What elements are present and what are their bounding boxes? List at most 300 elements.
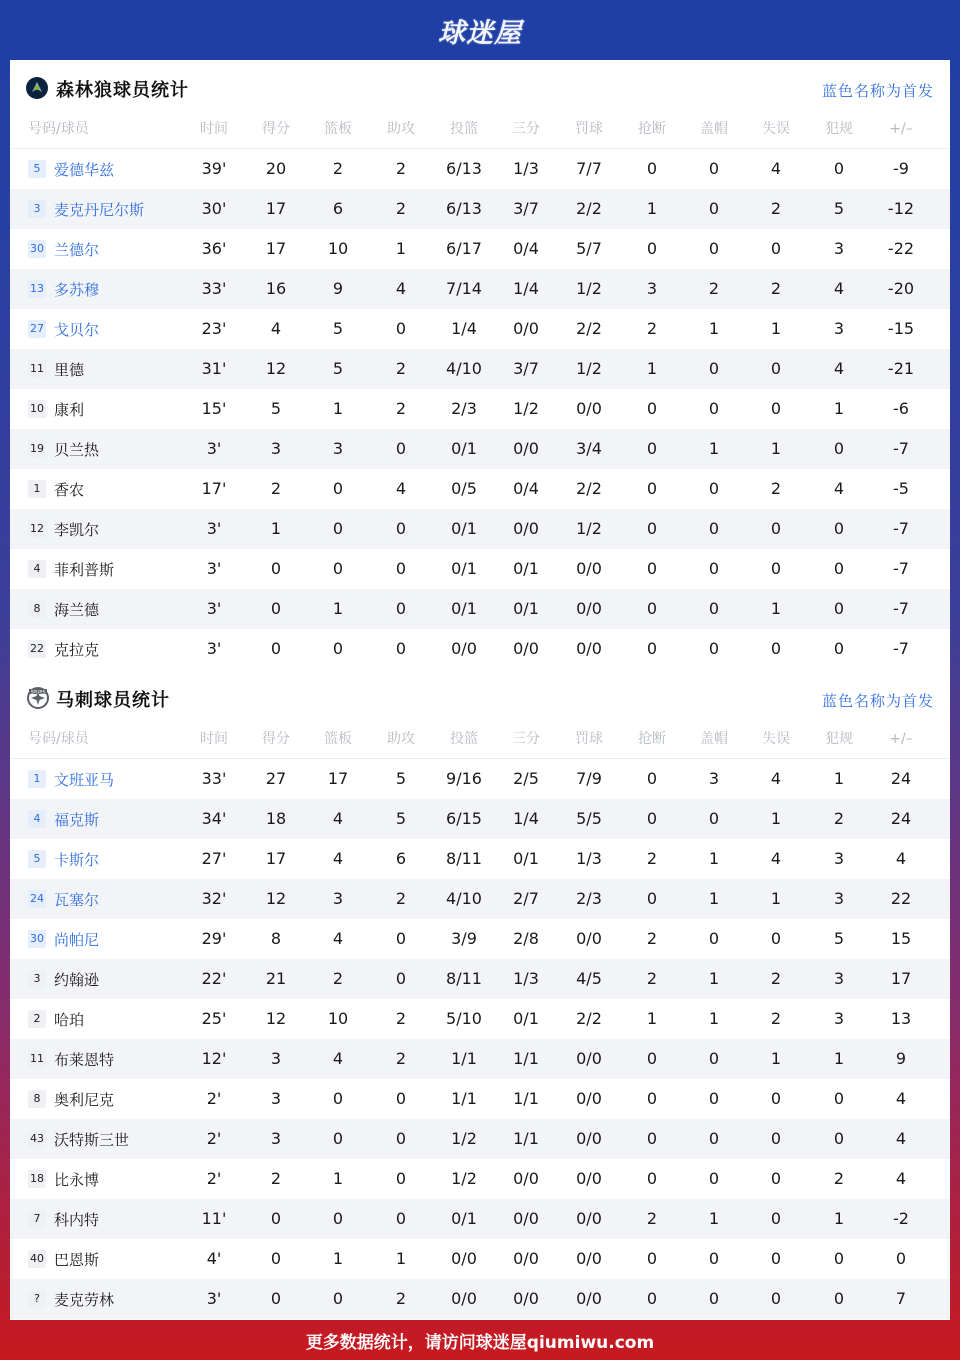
player-info[interactable]	[28, 189, 144, 229]
player-info[interactable]	[28, 629, 99, 669]
stat-blocks: 3	[708, 769, 720, 788]
column-header-fouls: 犯规	[825, 731, 853, 747]
player-name-link[interactable]: 文班亚马	[54, 770, 115, 789]
spurs-logo-icon	[26, 687, 48, 709]
player-row[interactable]	[10, 549, 950, 589]
stat-ft: 0/0	[576, 1089, 602, 1108]
stat-steals: 0	[646, 1289, 658, 1308]
stat-blocks: 0	[708, 399, 720, 418]
stat-ft: 0/0	[576, 559, 602, 578]
stat-fouls: 0	[833, 1289, 845, 1308]
stat-steals: 2	[646, 849, 658, 868]
stat-blocks: 0	[708, 639, 720, 658]
team-section-header	[10, 60, 950, 116]
stat-minutes: 22'	[201, 969, 227, 988]
stat-steals: 0	[646, 159, 658, 178]
stat-rebounds: 6	[332, 199, 344, 218]
player-row[interactable]	[10, 389, 950, 429]
player-row[interactable]	[10, 1239, 950, 1279]
stat-assists: 1	[395, 239, 407, 258]
player-name-link[interactable]: 麦克劳林	[54, 1290, 115, 1309]
player-row[interactable]	[10, 149, 950, 189]
player-info[interactable]	[28, 509, 99, 549]
stat-ft: 0/0	[576, 399, 602, 418]
player-info[interactable]	[28, 839, 99, 879]
stat-turnovers: 0	[770, 1249, 782, 1268]
stat-blocks: 0	[708, 199, 720, 218]
stat-rebounds: 2	[332, 159, 344, 178]
stat-plus-minus: -20	[887, 279, 915, 298]
stat-steals: 0	[646, 889, 658, 908]
stat-points: 0	[270, 1289, 282, 1308]
player-name-link[interactable]: 多苏穆	[54, 280, 100, 299]
column-header-assists: 助攻	[387, 121, 415, 137]
player-name-link[interactable]: 布莱恩特	[54, 1050, 115, 1069]
stat-fg: 2/3	[451, 399, 477, 418]
stat-blocks: 0	[708, 519, 720, 538]
stat-points: 3	[270, 1049, 282, 1068]
column-header-steals: 抢断	[638, 731, 666, 747]
stat-turnovers: 0	[770, 929, 782, 948]
stat-minutes: 3'	[206, 639, 222, 658]
stat-assists: 0	[395, 599, 407, 618]
column-header-ft: 罚球	[575, 121, 603, 137]
player-row[interactable]	[10, 879, 950, 919]
stat-plus-minus: -7	[893, 439, 909, 458]
stat-steals: 0	[646, 1089, 658, 1108]
stat-fg: 4/10	[446, 889, 482, 908]
stat-fouls: 0	[833, 559, 845, 578]
stat-steals: 0	[646, 639, 658, 658]
stat-fg: 8/11	[446, 969, 482, 988]
stat-blocks: 0	[708, 809, 720, 828]
stat-fouls: 3	[833, 239, 845, 258]
stat-minutes: 3'	[206, 519, 222, 538]
player-row[interactable]	[10, 1079, 950, 1119]
player-row[interactable]	[10, 429, 950, 469]
player-name-link[interactable]: 麦克丹尼尔斯	[54, 200, 145, 219]
stat-ft: 2/3	[576, 889, 602, 908]
stat-blocks: 0	[708, 1049, 720, 1068]
stat-assists: 0	[395, 1089, 407, 1108]
stat-rebounds: 4	[332, 1049, 344, 1068]
stat-rebounds: 17	[327, 769, 349, 788]
player-name-link[interactable]: 尚帕尼	[54, 930, 100, 949]
stat-three-pt: 0/0	[513, 1209, 539, 1228]
player-row[interactable]	[10, 469, 950, 509]
column-header-row	[10, 109, 950, 149]
stat-fouls: 2	[833, 1169, 845, 1188]
team-title: 森林狼球员统计	[56, 80, 189, 101]
column-header-row	[10, 719, 950, 759]
player-info[interactable]	[28, 759, 114, 799]
stat-plus-minus: -7	[893, 639, 909, 658]
player-info[interactable]	[28, 309, 99, 349]
stat-minutes: 25'	[201, 1009, 227, 1028]
stat-three-pt: 2/5	[513, 769, 539, 788]
stat-ft: 7/7	[576, 159, 602, 178]
stat-ft: 2/2	[576, 479, 602, 498]
stat-three-pt: 1/3	[513, 969, 539, 988]
stat-steals: 0	[646, 769, 658, 788]
stat-plus-minus: 4	[895, 849, 907, 868]
stat-fg: 9/16	[446, 769, 482, 788]
player-row[interactable]	[10, 759, 950, 799]
stat-minutes: 4'	[206, 1249, 222, 1268]
stat-turnovers: 0	[770, 1289, 782, 1308]
jersey-number-badge: 7	[28, 1210, 46, 1228]
jersey-number-badge: 43	[28, 1130, 46, 1148]
stat-turnovers: 1	[770, 599, 782, 618]
stat-rebounds: 1	[332, 599, 344, 618]
player-info[interactable]	[28, 919, 99, 959]
stat-fouls: 1	[833, 1049, 845, 1068]
stat-fg: 0/1	[451, 519, 477, 538]
stat-minutes: 34'	[201, 809, 227, 828]
stat-three-pt: 0/1	[513, 599, 539, 618]
player-info[interactable]	[28, 429, 99, 469]
player-row[interactable]	[10, 799, 950, 839]
player-name-link[interactable]: 里德	[54, 360, 85, 379]
player-name-link[interactable]: 巴恩斯	[54, 1250, 100, 1269]
stat-rebounds: 1	[332, 1249, 344, 1268]
stat-points: 16	[265, 279, 287, 298]
stat-assists: 1	[395, 1249, 407, 1268]
player-row[interactable]	[10, 189, 950, 229]
player-name-link[interactable]: 海兰德	[54, 600, 100, 619]
stat-minutes: 17'	[201, 479, 227, 498]
stat-steals: 0	[646, 559, 658, 578]
stat-blocks: 0	[708, 479, 720, 498]
stat-turnovers: 0	[770, 399, 782, 418]
stat-ft: 7/9	[576, 769, 602, 788]
stat-three-pt: 0/4	[513, 239, 539, 258]
player-info[interactable]	[28, 1199, 99, 1239]
player-row[interactable]	[10, 839, 950, 879]
stat-plus-minus: 17	[890, 969, 912, 988]
stat-assists: 0	[395, 1209, 407, 1228]
stat-three-pt: 3/7	[513, 199, 539, 218]
player-name-link[interactable]: 瓦塞尔	[54, 890, 100, 909]
player-info[interactable]	[28, 1119, 129, 1159]
player-info[interactable]	[28, 229, 99, 269]
stat-minutes: 39'	[201, 159, 227, 178]
stat-fouls: 4	[833, 479, 845, 498]
player-name-link[interactable]: 戈贝尔	[54, 320, 100, 339]
player-info[interactable]	[28, 1279, 114, 1319]
player-row[interactable]	[10, 1199, 950, 1239]
player-row[interactable]	[10, 349, 950, 389]
player-name-link[interactable]: 奥利尼克	[54, 1090, 115, 1109]
jersey-number-badge: ?	[28, 1290, 46, 1308]
player-info[interactable]	[28, 269, 99, 309]
stat-fouls: 0	[833, 519, 845, 538]
stat-steals: 0	[646, 599, 658, 618]
stat-blocks: 1	[708, 849, 720, 868]
player-info[interactable]	[28, 1239, 99, 1279]
stat-rebounds: 4	[332, 849, 344, 868]
stat-blocks: 2	[708, 279, 720, 298]
jersey-number-badge: 3	[28, 200, 46, 218]
stat-turnovers: 2	[770, 969, 782, 988]
stat-rebounds: 1	[332, 1169, 344, 1188]
stat-assists: 0	[395, 559, 407, 578]
stat-rebounds: 1	[332, 399, 344, 418]
stat-blocks: 1	[708, 1209, 720, 1228]
stat-blocks: 1	[708, 889, 720, 908]
player-info[interactable]	[28, 1039, 114, 1079]
stat-assists: 2	[395, 1289, 407, 1308]
stat-assists: 4	[395, 279, 407, 298]
jersey-number-badge: 22	[28, 640, 46, 658]
player-row[interactable]	[10, 1119, 950, 1159]
stat-minutes: 3'	[206, 559, 222, 578]
stat-rebounds: 0	[332, 519, 344, 538]
starter-legend: 蓝色名称为首发	[821, 692, 934, 710]
player-row[interactable]	[10, 269, 950, 309]
column-header-player: 号码/球员	[28, 731, 89, 747]
stat-steals: 0	[646, 439, 658, 458]
stat-three-pt: 0/0	[513, 439, 539, 458]
player-name-link[interactable]: 福克斯	[54, 810, 100, 829]
column-header-assists: 助攻	[387, 731, 415, 747]
stat-three-pt: 1/3	[513, 159, 539, 178]
player-name-link[interactable]: 爱德华兹	[54, 160, 115, 179]
player-info[interactable]	[28, 999, 84, 1039]
column-header-turnovers: 失误	[762, 121, 790, 137]
jersey-number-badge: 1	[28, 480, 46, 498]
column-header-fg: 投篮	[450, 121, 478, 137]
stat-blocks: 1	[708, 1009, 720, 1028]
stat-assists: 6	[395, 849, 407, 868]
stat-fg: 1/1	[451, 1049, 477, 1068]
stat-turnovers: 1	[770, 1049, 782, 1068]
stat-plus-minus: 13	[890, 1009, 912, 1028]
stat-rebounds: 4	[332, 929, 344, 948]
stat-minutes: 31'	[201, 359, 227, 378]
stat-steals: 0	[646, 239, 658, 258]
stat-minutes: 32'	[201, 889, 227, 908]
stat-points: 0	[270, 1249, 282, 1268]
player-row[interactable]	[10, 229, 950, 269]
column-header-three-pt: 三分	[512, 731, 540, 747]
stat-rebounds: 10	[327, 239, 349, 258]
player-name-link[interactable]: 香农	[54, 480, 85, 499]
jersey-number-badge: 8	[28, 1090, 46, 1108]
player-name-link[interactable]: 沃特斯三世	[54, 1130, 130, 1149]
stat-fouls: 5	[833, 929, 845, 948]
stat-assists: 2	[395, 889, 407, 908]
player-row[interactable]	[10, 309, 950, 349]
stat-ft: 0/0	[576, 1169, 602, 1188]
stat-turnovers: 1	[770, 889, 782, 908]
player-info[interactable]	[28, 349, 84, 389]
player-info[interactable]	[28, 879, 99, 919]
stat-turnovers: 0	[770, 639, 782, 658]
stat-fg: 1/1	[451, 1089, 477, 1108]
stat-minutes: 36'	[201, 239, 227, 258]
stat-fg: 6/13	[446, 159, 482, 178]
stat-rebounds: 4	[332, 809, 344, 828]
footer-banner[interactable]: 更多数据统计，请访问球迷屋qiumiwu.com	[305, 1332, 655, 1353]
player-name-link[interactable]: 贝兰热	[54, 440, 100, 459]
player-name-link[interactable]: 康利	[54, 400, 85, 419]
stat-fg: 0/1	[451, 559, 477, 578]
stat-blocks: 0	[708, 599, 720, 618]
stat-fouls: 4	[833, 359, 845, 378]
stat-fg: 0/1	[451, 599, 477, 618]
stat-turnovers: 1	[770, 439, 782, 458]
stat-minutes: 2'	[206, 1129, 222, 1148]
stat-turnovers: 0	[770, 239, 782, 258]
jersey-number-badge: 3	[28, 970, 46, 988]
stat-plus-minus: -6	[893, 399, 909, 418]
stat-ft: 0/0	[576, 1129, 602, 1148]
wolf-logo-icon	[26, 77, 48, 99]
player-info[interactable]	[28, 959, 99, 999]
stat-fouls: 0	[833, 599, 845, 618]
stat-ft: 1/2	[576, 359, 602, 378]
stat-rebounds: 0	[332, 1129, 344, 1148]
stat-rebounds: 0	[332, 1089, 344, 1108]
stat-blocks: 0	[708, 1089, 720, 1108]
stat-assists: 0	[395, 969, 407, 988]
stat-assists: 0	[395, 439, 407, 458]
stat-points: 2	[270, 479, 282, 498]
player-name-link[interactable]: 兰德尔	[54, 240, 100, 259]
stat-three-pt: 2/7	[513, 889, 539, 908]
player-name-link[interactable]: 哈珀	[54, 1010, 85, 1029]
jersey-number-badge: 8	[28, 600, 46, 618]
stat-minutes: 30'	[201, 199, 227, 218]
stat-fg: 8/11	[446, 849, 482, 868]
stat-plus-minus: 15	[890, 929, 912, 948]
player-name-link[interactable]: 李凯尔	[54, 520, 100, 539]
player-row[interactable]	[10, 1039, 950, 1079]
stat-three-pt: 1/2	[513, 399, 539, 418]
player-row[interactable]	[10, 589, 950, 629]
stat-three-pt: 0/0	[513, 1169, 539, 1188]
stat-steals: 0	[646, 479, 658, 498]
stat-fg: 4/10	[446, 359, 482, 378]
jersey-number-badge: 11	[28, 1050, 46, 1068]
starter-legend: 蓝色名称为首发	[821, 82, 934, 100]
stat-assists: 2	[395, 399, 407, 418]
player-info[interactable]	[28, 1079, 114, 1119]
player-name-link[interactable]: 约翰逊	[54, 970, 100, 989]
jersey-number-badge: 2	[28, 1010, 46, 1028]
stat-points: 0	[270, 639, 282, 658]
stat-points: 2	[270, 1169, 282, 1188]
stat-fouls: 0	[833, 639, 845, 658]
stat-three-pt: 1/1	[513, 1089, 539, 1108]
player-info[interactable]	[28, 149, 114, 189]
player-row[interactable]	[10, 509, 950, 549]
stat-rebounds: 5	[332, 359, 344, 378]
player-info[interactable]	[28, 589, 99, 629]
stat-turnovers: 2	[770, 479, 782, 498]
stat-ft: 0/0	[576, 639, 602, 658]
player-name-link[interactable]: 菲利普斯	[54, 560, 115, 579]
stat-turnovers: 0	[770, 559, 782, 578]
stat-minutes: 33'	[201, 769, 227, 788]
stat-ft: 2/2	[576, 1009, 602, 1028]
stat-plus-minus: -5	[893, 479, 909, 498]
stat-points: 17	[265, 199, 287, 218]
stat-points: 0	[270, 1209, 282, 1228]
stat-blocks: 0	[708, 1169, 720, 1188]
stat-minutes: 3'	[206, 599, 222, 618]
jersey-number-badge: 12	[28, 520, 46, 538]
player-name-link[interactable]: 科内特	[54, 1210, 100, 1229]
stat-steals: 0	[646, 809, 658, 828]
jersey-number-badge: 27	[28, 320, 46, 338]
stat-fg: 1/2	[451, 1169, 477, 1188]
stat-fg: 0/0	[451, 639, 477, 658]
column-header-minutes: 时间	[200, 731, 228, 747]
stat-ft: 4/5	[576, 969, 602, 988]
stat-blocks: 0	[708, 159, 720, 178]
stat-turnovers: 0	[770, 519, 782, 538]
stat-steals: 0	[646, 1129, 658, 1148]
player-info[interactable]	[28, 1159, 99, 1199]
stat-ft: 0/0	[576, 1049, 602, 1068]
player-row[interactable]	[10, 999, 950, 1039]
stat-turnovers: 0	[770, 1089, 782, 1108]
stat-fg: 6/17	[446, 239, 482, 258]
player-info[interactable]	[28, 469, 84, 509]
stat-points: 27	[265, 769, 287, 788]
stat-plus-minus: -12	[887, 199, 915, 218]
stat-blocks: 0	[708, 559, 720, 578]
column-header-plus-minus: +/–	[889, 731, 913, 747]
stat-steals: 1	[646, 1009, 658, 1028]
stat-three-pt: 1/1	[513, 1049, 539, 1068]
player-row[interactable]	[10, 959, 950, 999]
column-header-blocks: 盖帽	[700, 731, 728, 747]
app-header	[0, 0, 960, 60]
player-info[interactable]	[28, 389, 84, 429]
player-name-link[interactable]: 克拉克	[54, 640, 100, 659]
stat-plus-minus: 4	[895, 1089, 907, 1108]
stat-minutes: 3'	[206, 439, 222, 458]
player-info[interactable]	[28, 549, 114, 589]
player-name-link[interactable]: 比永博	[54, 1170, 100, 1189]
stat-three-pt: 0/0	[513, 1249, 539, 1268]
jersey-number-badge: 1	[28, 770, 46, 788]
stat-fg: 1/4	[451, 319, 477, 338]
stat-steals: 0	[646, 1249, 658, 1268]
jersey-number-badge: 11	[28, 360, 46, 378]
jersey-number-badge: 13	[28, 280, 46, 298]
stat-blocks: 0	[708, 239, 720, 258]
player-row[interactable]	[10, 919, 950, 959]
player-row[interactable]	[10, 629, 950, 669]
column-header-rebounds: 篮板	[324, 121, 352, 137]
stat-fg: 5/10	[446, 1009, 482, 1028]
stat-turnovers: 1	[770, 809, 782, 828]
player-name-link[interactable]: 卡斯尔	[54, 850, 100, 869]
stat-rebounds: 0	[332, 479, 344, 498]
brand-logo: 球迷屋	[438, 17, 522, 49]
player-row[interactable]	[10, 1279, 950, 1319]
stat-fouls: 0	[833, 1089, 845, 1108]
stat-assists: 0	[395, 519, 407, 538]
player-row[interactable]	[10, 1159, 950, 1199]
jersey-number-badge: 24	[28, 890, 46, 908]
column-header-rebounds: 篮板	[324, 731, 352, 747]
player-info[interactable]	[28, 799, 99, 839]
